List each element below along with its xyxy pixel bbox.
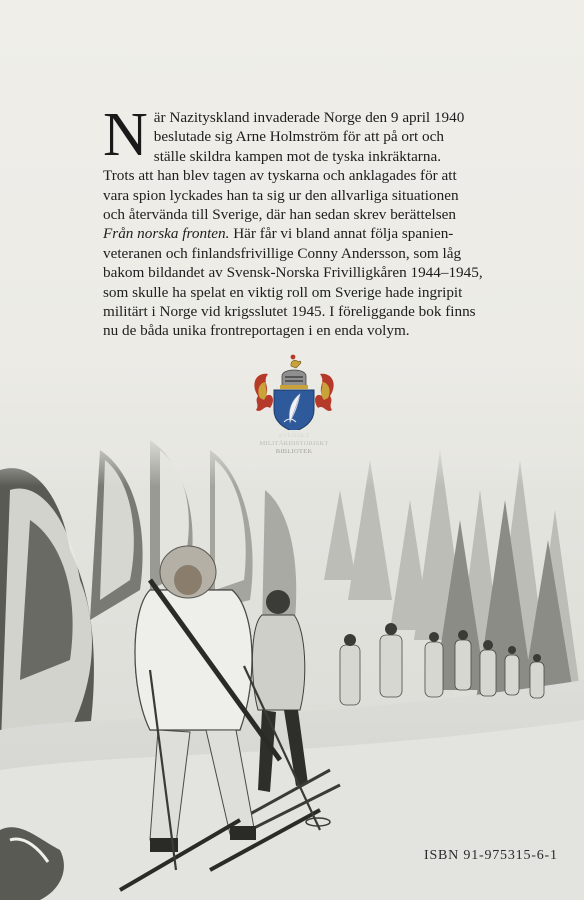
blurb-line: Trots att han blev tagen av tyskarna och anklagades för att (103, 167, 457, 185)
blurb-text (103, 101, 513, 341)
blurb-line-rest: Här får vi bland annat följa spanien- (229, 225, 454, 243)
blurb-line: vara spion lyckades han ta sig ur den allvarliga situationen (103, 186, 459, 204)
blurb-line: veteranen och finlandsfrivillige Conny Andersson, som låg (103, 244, 462, 262)
blurb-line: militärt i Norge vid krigsslutet 1945. I föreliggande bok finns (103, 303, 476, 321)
blurb-line: beslutade sig Arne Holmström för att på ort och (153, 128, 444, 146)
drop-cap: N (103, 101, 148, 169)
blurb-line: bakom bildandet av Svensk-Norska Frivilligkåren 1944–1945, (103, 264, 483, 282)
blurb-line: ställe skildra kampen mot de tyska inkräktarna. (153, 147, 441, 165)
blurb-line: är Nazityskland invaderade Norge den 9 april 1940 (153, 109, 465, 126)
blurb-line: och återvända till Sverige, där han sedan skrev berättelsen (103, 206, 456, 224)
winter-ski-soldiers-photo (0, 430, 584, 900)
blurb-line: som skulle ha spelat en viktig roll om Sverige hade ingripit (103, 283, 463, 301)
book-title: Från norska fronten. (103, 225, 230, 243)
isbn-number: ISBN 91-975315-6-1 (424, 848, 558, 863)
blurb-line: nu de båda unika frontreportagen i en enda volym. (103, 322, 410, 340)
blurb-line-with-title (103, 224, 513, 243)
